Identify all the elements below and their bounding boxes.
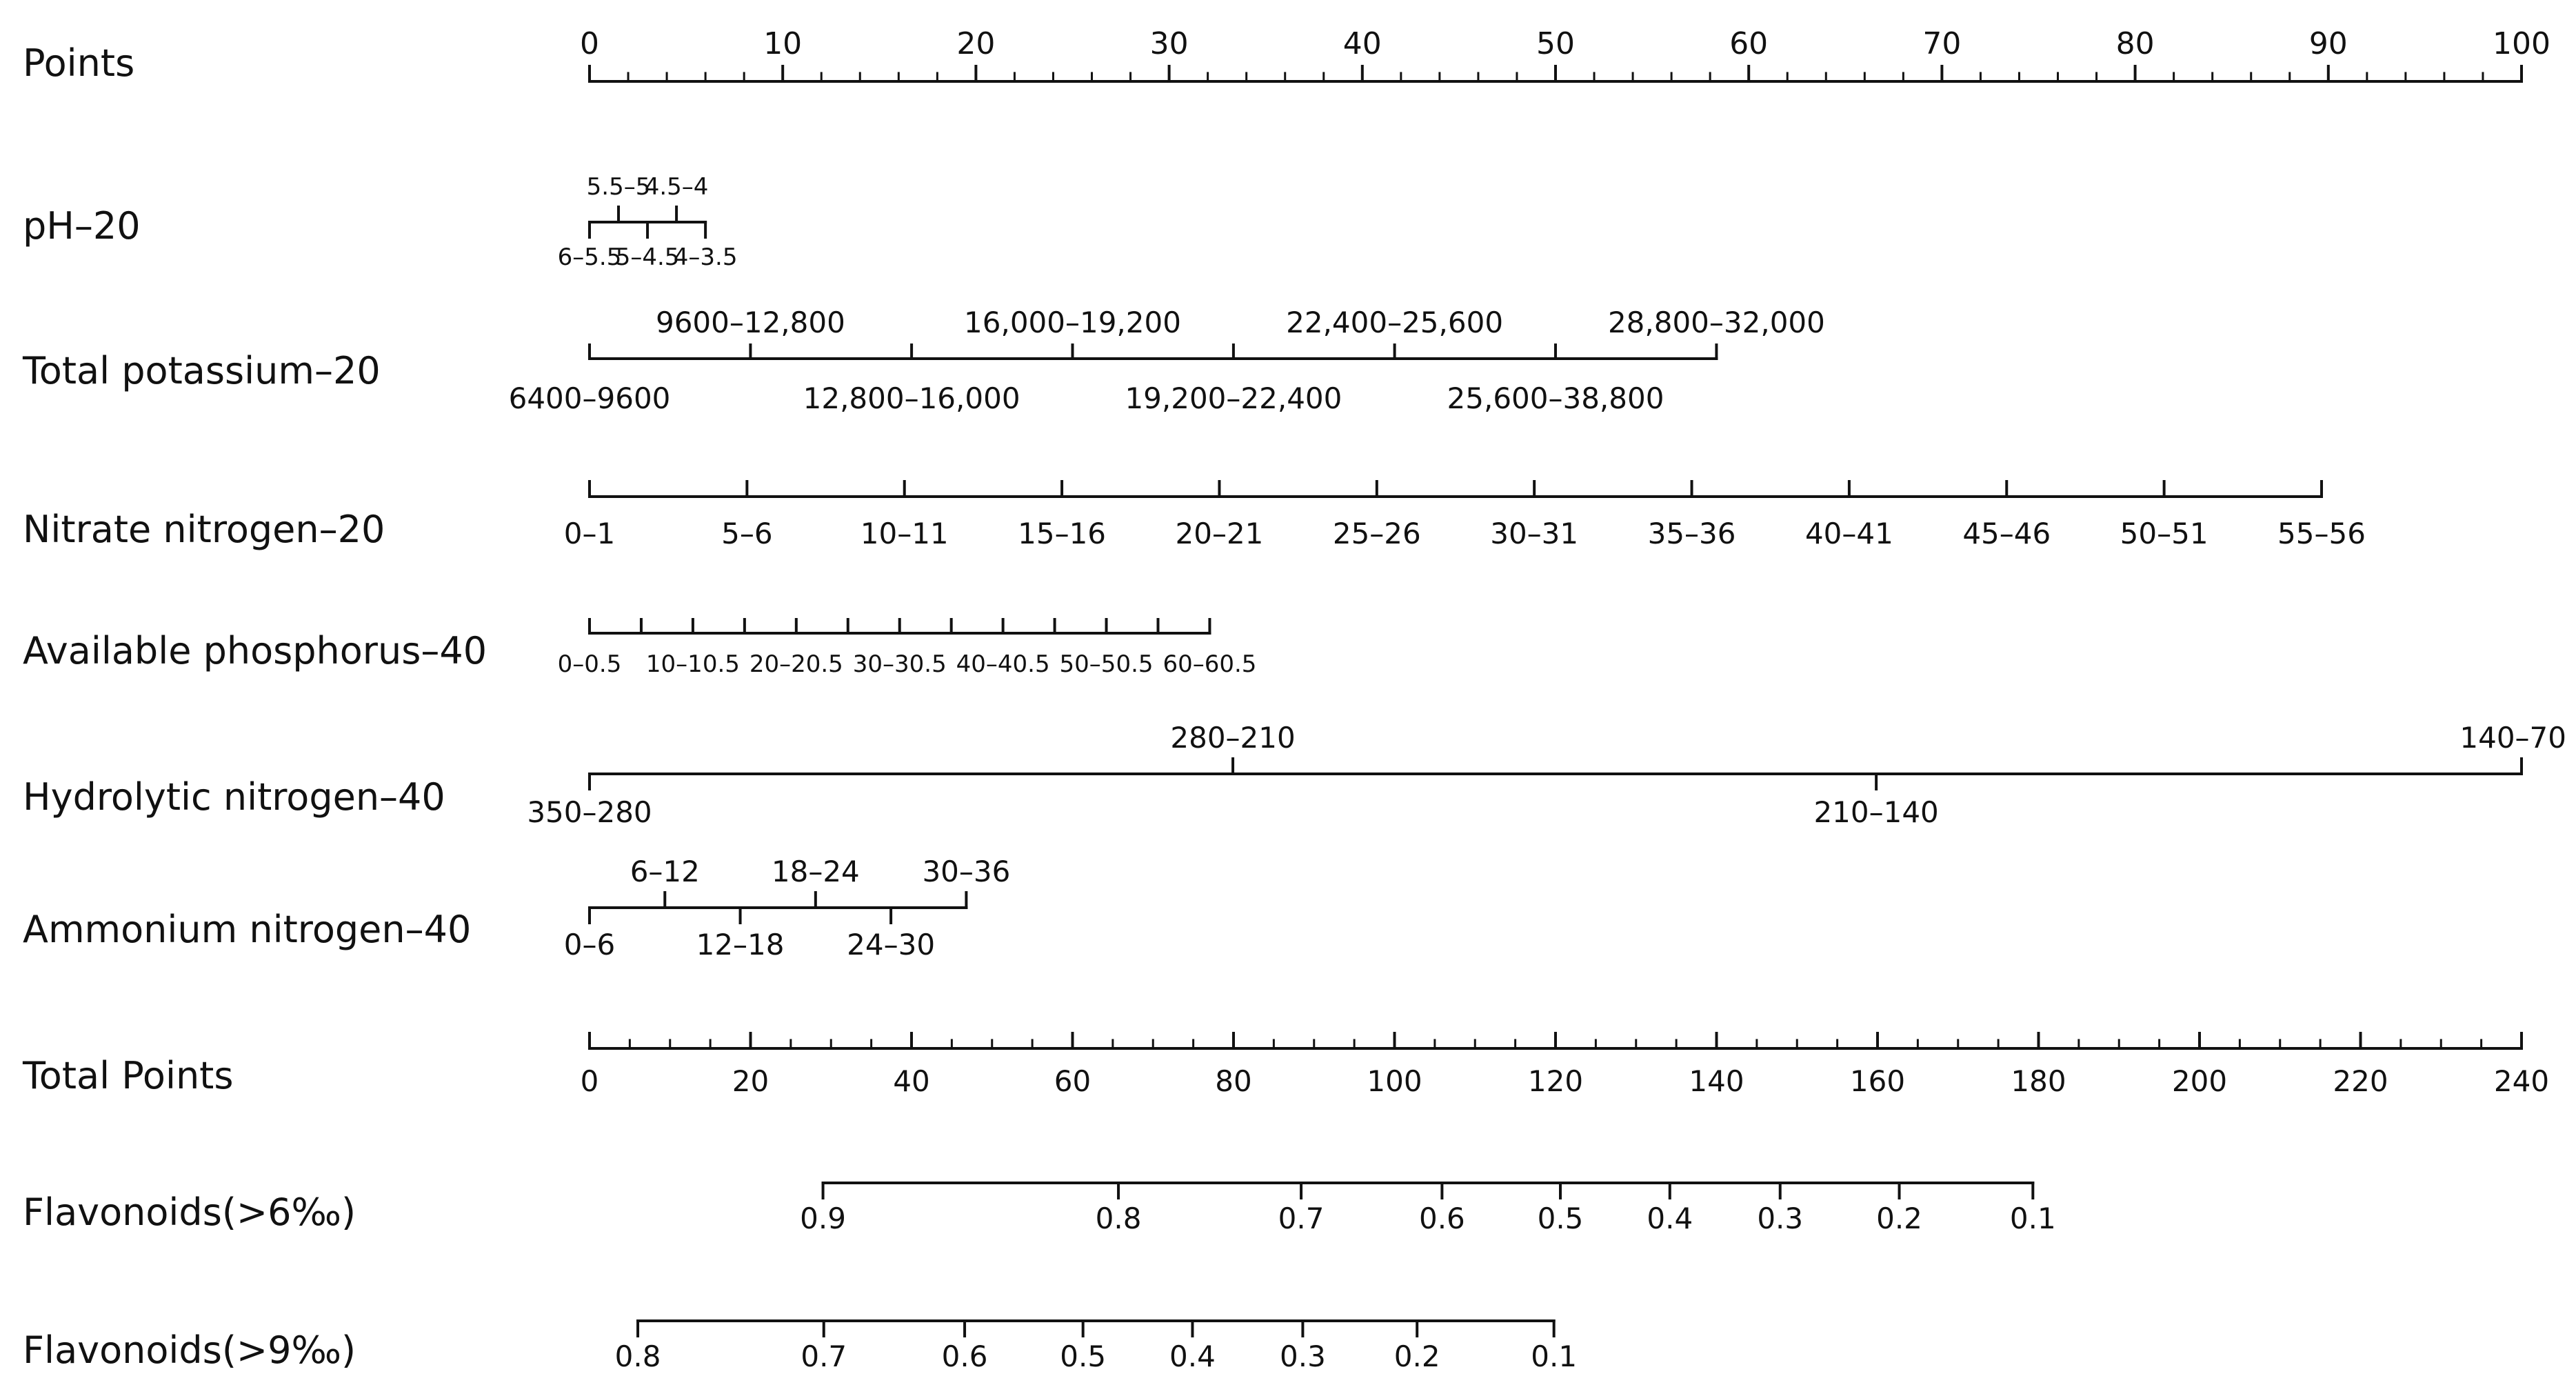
row-7-tick-label: 20 [732,1064,769,1098]
row-2-category-label: 22,400–25,600 [1286,306,1504,339]
row-5-category-label: 280–210 [1170,721,1296,755]
row-5-category-label: 350–280 [527,795,652,829]
row-3-category-label: 25–26 [1332,517,1421,550]
row-label-hydrolytic-nitrogen: Hydrolytic nitrogen–40 [23,775,445,819]
row-label-flavonoids-6: Flavonoids(>6‰) [23,1190,356,1234]
row-7-tick-label: 120 [1527,1064,1584,1098]
row-3-category-label: 30–31 [1490,517,1579,550]
row-0-tick-label: 50 [1536,26,1575,61]
row-0-tick-label: 90 [2308,26,2348,61]
row-1-category-label: 4–3.5 [673,243,738,271]
row-1-category-label: 5.5–5 [586,173,651,201]
row-6-category-label: 0–6 [563,928,616,961]
row-7-tick-label: 180 [2011,1064,2066,1098]
row-7-tick-label: 40 [893,1064,930,1098]
row-0-tick-label: 10 [763,26,803,61]
row-2-category-label: 6400–9600 [508,381,671,415]
row-0-tick-label: 70 [1922,26,1962,61]
row-label-available-phosphorus: Available phosphorus–40 [23,629,487,672]
row-3-category-label: 20–21 [1175,517,1264,550]
row-8-category-label: 0.4 [1647,1202,1693,1235]
row-6-category-label: 12–18 [696,928,785,961]
row-9-category-label: 0.2 [1393,1339,1440,1373]
row-2-category-label: 25,600–38,800 [1447,381,1664,415]
row-3-category-label: 50–51 [2120,517,2208,550]
row-8-category-label: 0.9 [800,1202,846,1235]
row-7-tick-label: 100 [1367,1064,1422,1098]
row-4-category-label: 30–30.5 [852,650,947,678]
row-8-category-label: 0.6 [1418,1202,1465,1235]
row-3-category-label: 5–6 [721,517,773,550]
row-9-category-label: 0.6 [941,1339,988,1373]
row-4-category-label: 50–50.5 [1059,650,1154,678]
row-8-category-label: 0.1 [2009,1202,2056,1235]
row-7-tick-label: 200 [2171,1064,2228,1098]
row-7-tick-label: 220 [2333,1064,2388,1098]
row-3-category-label: 0–1 [563,517,616,550]
row-0-tick-label: 30 [1149,26,1189,61]
row-6-category-label: 24–30 [847,928,936,961]
row-0-tick-label: 40 [1342,26,1382,61]
row-3-category-label: 35–36 [1647,517,1736,550]
row-0-tick-label: 100 [2493,26,2550,61]
row-8-category-label: 0.5 [1537,1202,1584,1235]
row-7-tick-label: 240 [2493,1064,2550,1098]
row-label-ph: pH–20 [23,204,141,248]
row-3-category-label: 40–41 [1804,517,1893,550]
row-5-category-label: 210–140 [1813,795,1939,829]
row-1-category-label: 4.5–4 [644,173,709,201]
row-4-category-label: 20–20.5 [749,650,843,678]
row-2-category-label: 19,200–22,400 [1125,381,1342,415]
row-0-tick-label: 80 [2115,26,2155,61]
row-2-category-label: 12,800–16,000 [803,381,1020,415]
row-9-category-label: 0.8 [614,1339,661,1373]
row-label-total-points: Total Points [23,1054,234,1097]
row-4-category-label: 10–10.5 [645,650,740,678]
row-0-tick-label: 20 [956,26,996,61]
row-2-category-label: 9600–12,800 [655,306,845,339]
row-8-category-label: 0.3 [1757,1202,1804,1235]
row-7-tick-label: 0 [580,1064,599,1098]
row-6-category-label: 6–12 [630,855,700,888]
row-9-category-label: 0.3 [1280,1339,1326,1373]
row-5-category-label: 140–70 [2459,721,2566,755]
row-0-tick-label: 0 [580,26,599,61]
row-1-category-label: 6–5.5 [557,243,622,271]
row-4-category-label: 60–60.5 [1163,650,1257,678]
chart-marks [509,26,2566,1373]
row-7-tick-label: 80 [1215,1064,1252,1098]
row-3-category-label: 15–16 [1018,517,1107,550]
row-label-ammonium-nitrogen: Ammonium nitrogen–40 [23,908,472,951]
row-3-category-label: 10–11 [860,517,949,550]
row-7-tick-label: 160 [1849,1064,1906,1098]
row-2-category-label: 16,000–19,200 [964,306,1181,339]
row-9-category-label: 0.4 [1169,1339,1216,1373]
row-8-category-label: 0.8 [1095,1202,1142,1235]
row-7-tick-label: 60 [1054,1064,1091,1098]
row-2-category-label: 28,800–32,000 [1607,306,1825,339]
row-7-tick-label: 140 [1689,1064,1744,1098]
row-label-nitrate-nitrogen: Nitrate nitrogen–20 [23,508,385,551]
row-9-category-label: 0.1 [1531,1339,1578,1373]
row-8-category-label: 0.2 [1876,1202,1922,1235]
row-label-points: Points [23,41,135,85]
row-1-category-label: 5–4.5 [615,243,680,271]
row-9-category-label: 0.7 [801,1339,847,1373]
row-9-category-label: 0.5 [1060,1339,1107,1373]
row-6-category-label: 18–24 [771,855,860,888]
row-label-total-potassium: Total potassium–20 [23,349,381,392]
row-0-tick-label: 60 [1729,26,1769,61]
row-4-category-label: 0–0.5 [557,650,622,678]
row-8-category-label: 0.7 [1278,1202,1325,1235]
row-3-category-label: 55–56 [2277,517,2366,550]
row-3-category-label: 45–46 [1962,517,2051,550]
row-4-category-label: 40–40.5 [956,650,1050,678]
row-label-flavonoids-9: Flavonoids(>9‰) [23,1328,356,1372]
row-6-category-label: 30–36 [922,855,1011,888]
